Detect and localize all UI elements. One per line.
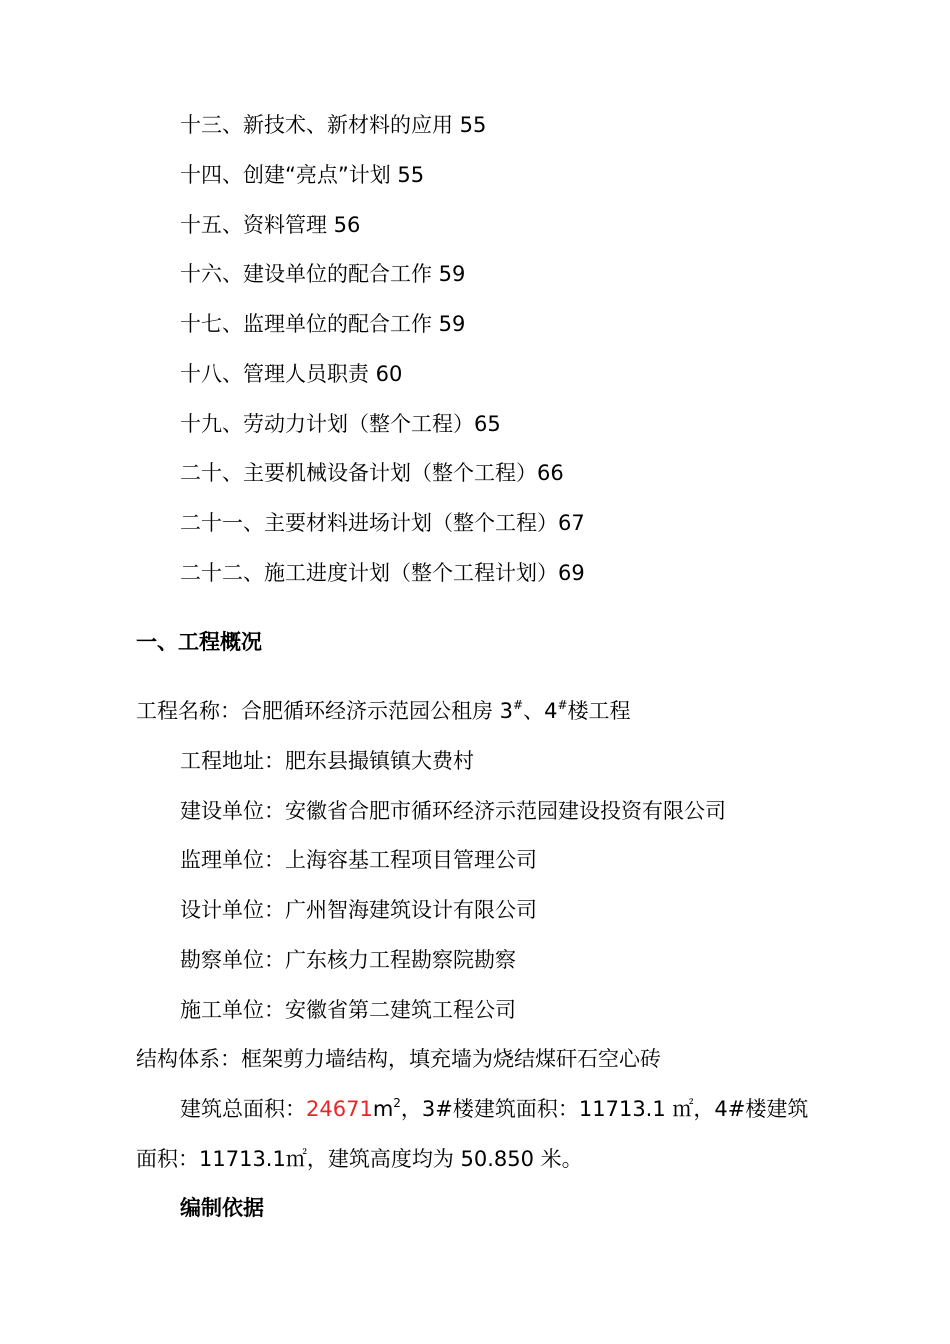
area-line-2: 面积：11713.1㎡，建筑高度均为 50.850 米。: [136, 1147, 583, 1171]
basis-title: 编制依据: [180, 1196, 264, 1220]
toc-item[interactable]: 二十二、施工进度计划（整个工程计划）69: [180, 561, 585, 585]
owner-unit: 建设单位：安徽省合肥市循环经济示范园建设投资有限公司: [180, 799, 726, 823]
survey-unit: 勘察单位：广东核力工程勘察院勘察: [180, 948, 516, 972]
toc-item[interactable]: 二十一、主要材料进场计划（整个工程）67: [180, 511, 585, 535]
project-name-prefix: 工程名称：合肥循环经济示范园公租房 3: [136, 699, 514, 723]
toc-item[interactable]: 十六、建设单位的配合工作 59: [180, 262, 466, 286]
toc-item[interactable]: 十五、资料管理 56: [180, 213, 361, 237]
design-unit: 设计单位：广州智海建筑设计有限公司: [180, 898, 537, 922]
structure-system: 结构体系：框架剪力墙结构，填充墙为烧结煤矸石空心砖: [136, 1047, 661, 1071]
toc-item[interactable]: 二十、主要机械设备计划（整个工程）66: [180, 461, 564, 485]
project-name: [136, 697, 631, 725]
toc-item[interactable]: 十九、劳动力计划（整个工程）65: [180, 412, 501, 436]
project-name-suffix: 楼工程: [567, 699, 631, 723]
area-unit: m: [372, 1097, 394, 1121]
area-line-1: [180, 1095, 808, 1123]
area-label: 建筑总面积：: [180, 1097, 306, 1121]
toc-item[interactable]: 十七、监理单位的配合工作 59: [180, 312, 466, 336]
construction-unit: 施工单位：安徽省第二建筑工程公司: [180, 998, 516, 1022]
project-name-mid: 、4: [523, 699, 558, 723]
supervision-unit: 监理单位：上海容基工程项目管理公司: [180, 848, 537, 872]
toc-item[interactable]: 十三、新技术、新材料的应用 55: [180, 113, 487, 137]
section-title: 一、工程概况: [136, 630, 262, 654]
total-area-value: 24671: [306, 1097, 373, 1121]
project-address: 工程地址：肥东县撮镇镇大费村: [180, 749, 474, 773]
toc-item[interactable]: 十八、管理人员职责 60: [180, 362, 403, 386]
toc-item[interactable]: 十四、创建“亮点”计划 55: [180, 163, 425, 187]
project-name-sup: #: [513, 698, 524, 712]
area-unit-sup: 2: [393, 1096, 401, 1110]
area-rest: ，3#楼建筑面积：11713.1 ㎡，4#楼建筑: [400, 1097, 809, 1121]
project-name-sup: #: [557, 698, 568, 712]
